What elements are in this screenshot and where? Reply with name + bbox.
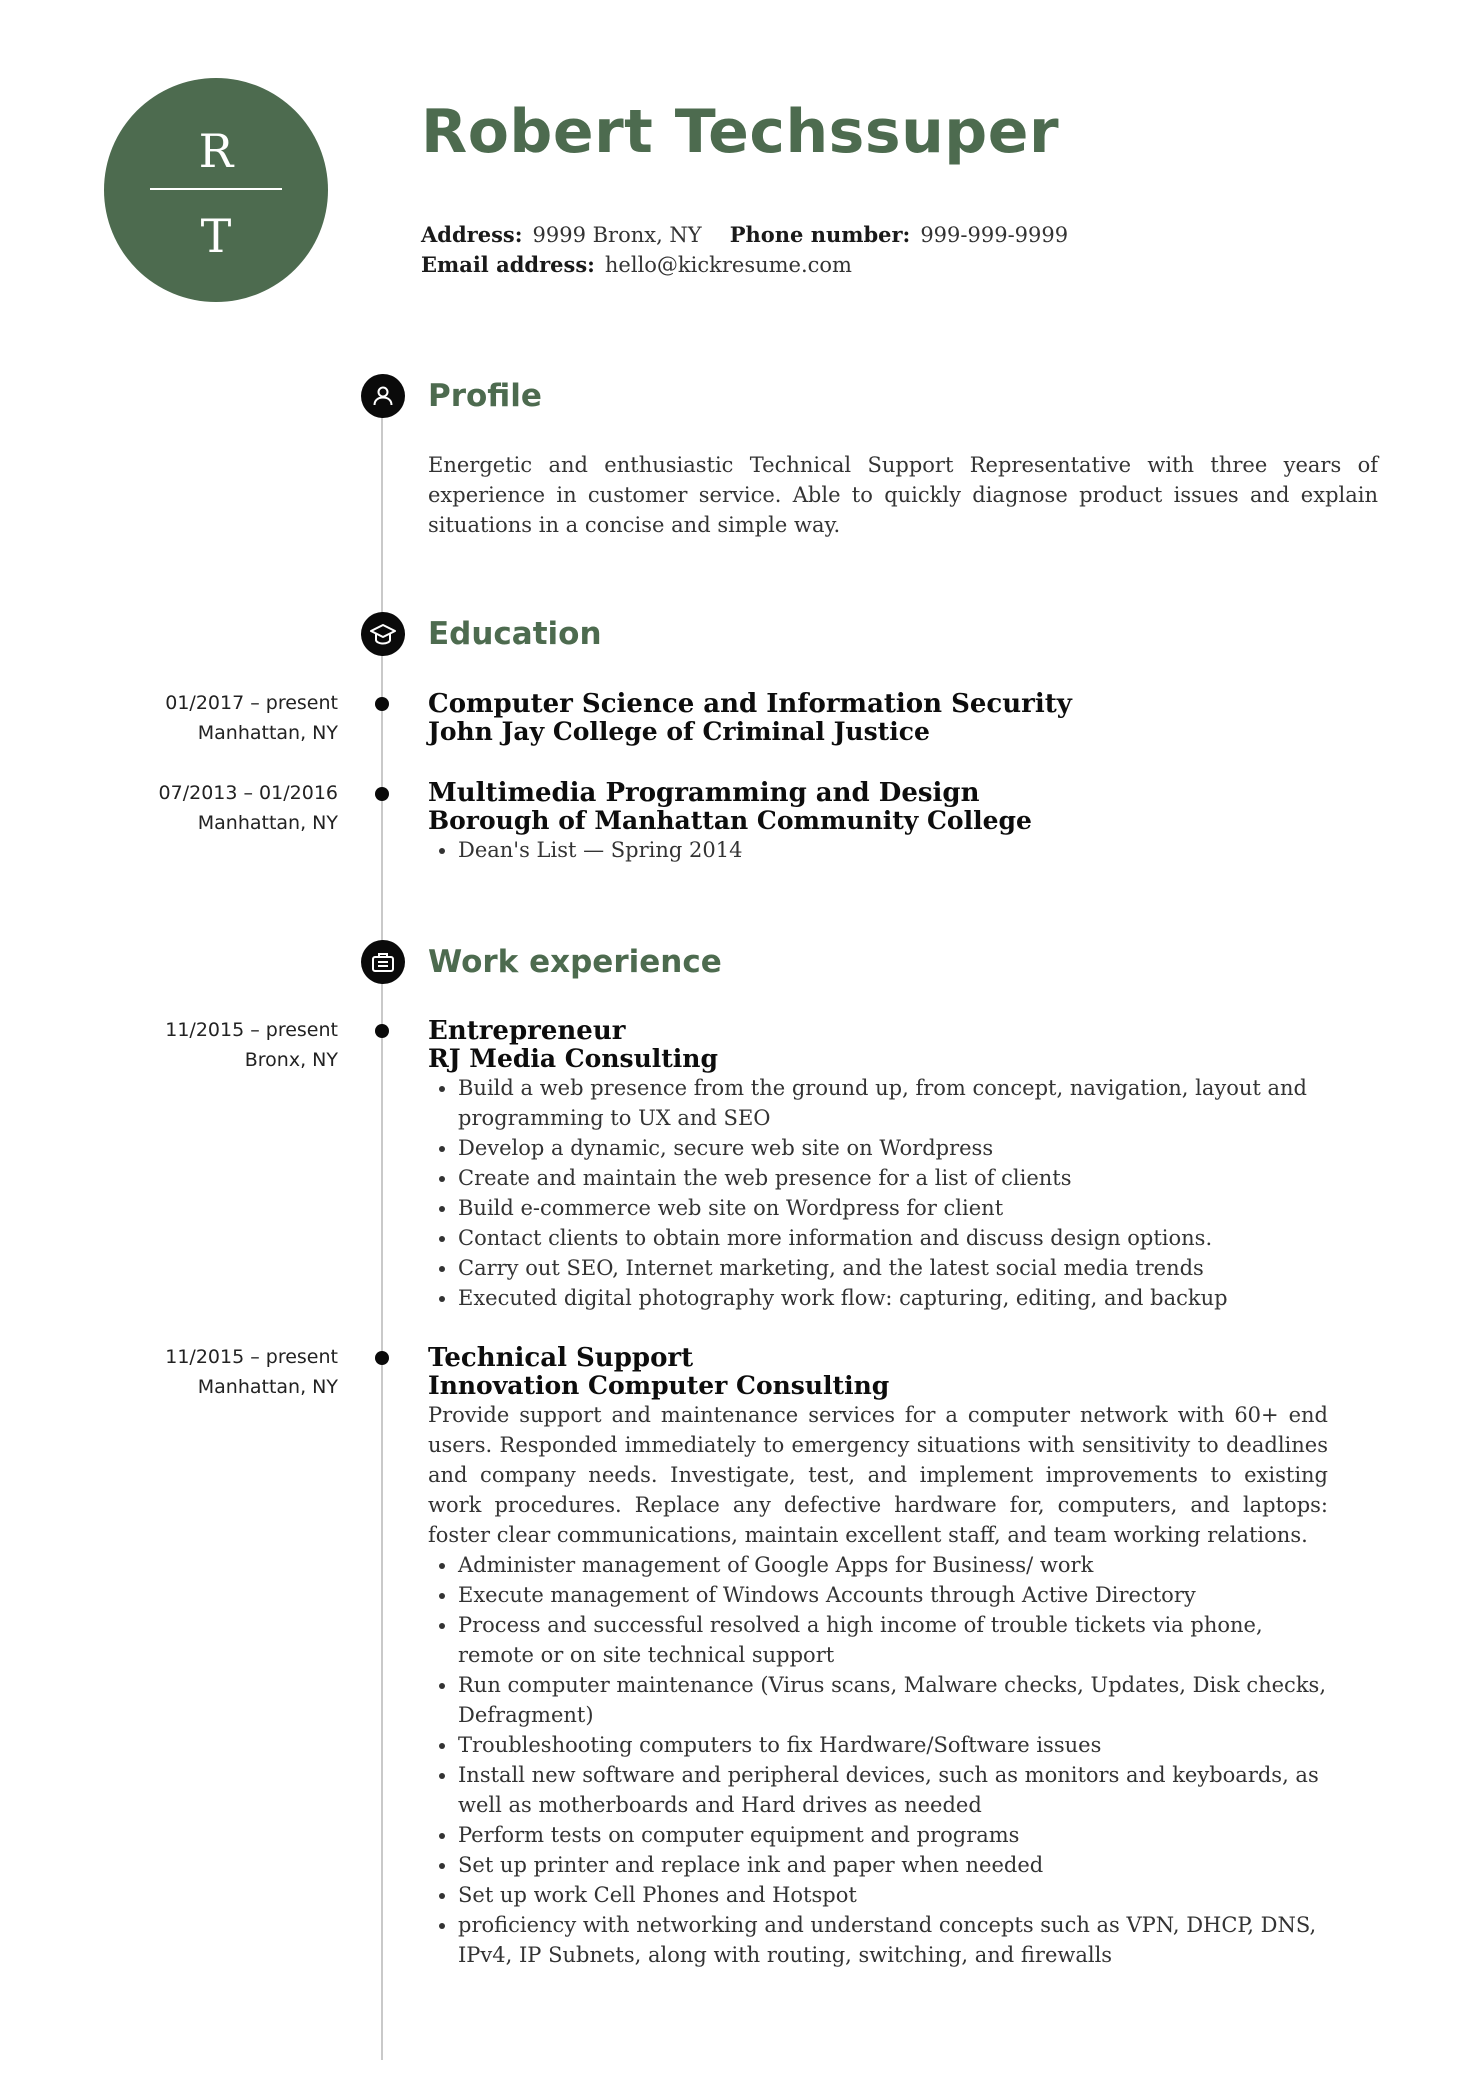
job-role: Technical Support	[428, 1343, 694, 1373]
job-location: Manhattan, NY	[197, 1376, 338, 1398]
list-item: • Carry out SEO, Internet marketing, and the latest social media trends	[458, 1253, 1328, 1283]
job-company: Innovation Computer Consulting	[428, 1371, 890, 1400]
section-title-profile: Profile	[428, 378, 542, 414]
job-company: RJ Media Consulting	[428, 1044, 718, 1073]
education-school: John Jay College of Criminal Justice	[428, 717, 930, 746]
education-dates: 07/2013 – 01/2016	[158, 782, 338, 804]
graduation-cap-icon	[361, 612, 405, 656]
timeline-dot	[375, 1351, 389, 1365]
list-item: • Executed digital photography work flow: capturing, editing, and backup	[458, 1283, 1328, 1313]
list-item: • Administer management of Google Apps for Business/ work	[458, 1550, 1328, 1580]
profile-summary	[428, 450, 1378, 540]
email-value: hello@kickresume.com	[604, 253, 852, 277]
profile-text: Energetic and enthusiastic Technical Support Representative with three years of experience in customer service. Able to quickly diagnose product issues and explain situations in a concise and simple way.	[428, 453, 1378, 537]
list-item: • Set up printer and replace ink and paper when needed	[458, 1850, 1328, 1880]
education-degree: Multimedia Programming and Design	[428, 778, 980, 808]
monogram-initial-first: R	[198, 124, 234, 178]
timeline-dot	[375, 1024, 389, 1038]
section-title-education: Education	[428, 616, 602, 652]
list-item: • Set up work Cell Phones and Hotspot	[458, 1880, 1328, 1910]
list-item: • Build e-commerce web site on Wordpress for client	[458, 1193, 1328, 1223]
section-title-work-experience: Work experience	[428, 944, 722, 980]
phone-value: 999-999-9999	[920, 223, 1069, 247]
education-meta	[159, 778, 338, 838]
job-meta	[165, 1015, 338, 1075]
job-dates: 11/2015 – present	[165, 1019, 338, 1041]
list-item: • Install new software and peripheral devices, such as monitors and keyboards, as well as motherboards and Hard drives as needed	[458, 1760, 1328, 1820]
candidate-name: Robert Techssuper	[421, 97, 1060, 167]
list-item: • Run computer maintenance (Virus scans, Malware checks, Updates, Disk checks, Defragment)	[458, 1670, 1328, 1730]
job-role: Entrepreneur	[428, 1016, 626, 1046]
contact-line-1	[421, 220, 1068, 250]
education-entry	[428, 690, 1328, 746]
job-meta	[165, 1342, 338, 1402]
education-location: Manhattan, NY	[197, 812, 338, 834]
address-label: Address:	[421, 222, 523, 247]
education-meta	[165, 688, 338, 748]
education-bullets	[428, 835, 1328, 865]
job-entry	[428, 1344, 1328, 1970]
monogram-avatar	[104, 78, 328, 302]
list-item: • proficiency with networking and understand concepts such as VPN, DHCP, DNS, IPv4, IP Subnets, along with routing, switching, and firewalls	[458, 1910, 1328, 1970]
list-item: • Troubleshooting computers to fix Hardware/Software issues	[458, 1730, 1328, 1760]
email-label: Email address:	[421, 252, 595, 277]
list-item: • Dean's List — Spring 2014	[458, 835, 1328, 865]
education-school: Borough of Manhattan Community College	[428, 806, 1032, 835]
job-summary: Provide support and maintenance services for a computer network with 60+ end users. Responded immediately to emergency situations with sensitivity to deadlines and company needs. Investigate, test, and implement improvements to existing work procedures. Replace any defective hardware for, computers, and laptops: foster clear communications, maintain excellent staff, and team working relations.	[428, 1403, 1328, 1547]
phone-label: Phone number:	[729, 222, 911, 247]
monogram-initial-last: T	[200, 209, 232, 263]
list-item: • Develop a dynamic, secure web site on Wordpress	[458, 1133, 1328, 1163]
list-item: • Process and successful resolved a high income of trouble tickets via phone, remote or on site technical support	[458, 1610, 1328, 1670]
education-dates: 01/2017 – present	[165, 692, 338, 714]
education-entry	[428, 779, 1328, 865]
job-bullets	[428, 1550, 1328, 1970]
address-value: 9999 Bronx, NY	[532, 223, 702, 247]
education-location: Manhattan, NY	[197, 722, 338, 744]
briefcase-icon	[361, 940, 405, 984]
monogram-divider	[150, 188, 282, 190]
job-location: Bronx, NY	[244, 1049, 338, 1071]
list-item: • Contact clients to obtain more information and discuss design options.	[458, 1223, 1328, 1253]
timeline-dot	[375, 787, 389, 801]
contact-line-2	[421, 250, 852, 280]
education-degree: Computer Science and Information Security	[428, 689, 1072, 719]
job-bullets	[428, 1073, 1328, 1313]
timeline-dot	[375, 697, 389, 711]
person-icon	[361, 374, 405, 418]
list-item: • Create and maintain the web presence for a list of clients	[458, 1163, 1328, 1193]
list-item: • Build a web presence from the ground up, from concept, navigation, layout and programming to UX and SEO	[458, 1073, 1328, 1133]
job-dates: 11/2015 – present	[165, 1346, 338, 1368]
list-item: • Perform tests on computer equipment and programs	[458, 1820, 1328, 1850]
list-item: • Execute management of Windows Accounts through Active Directory	[458, 1580, 1328, 1610]
job-entry	[428, 1017, 1328, 1313]
